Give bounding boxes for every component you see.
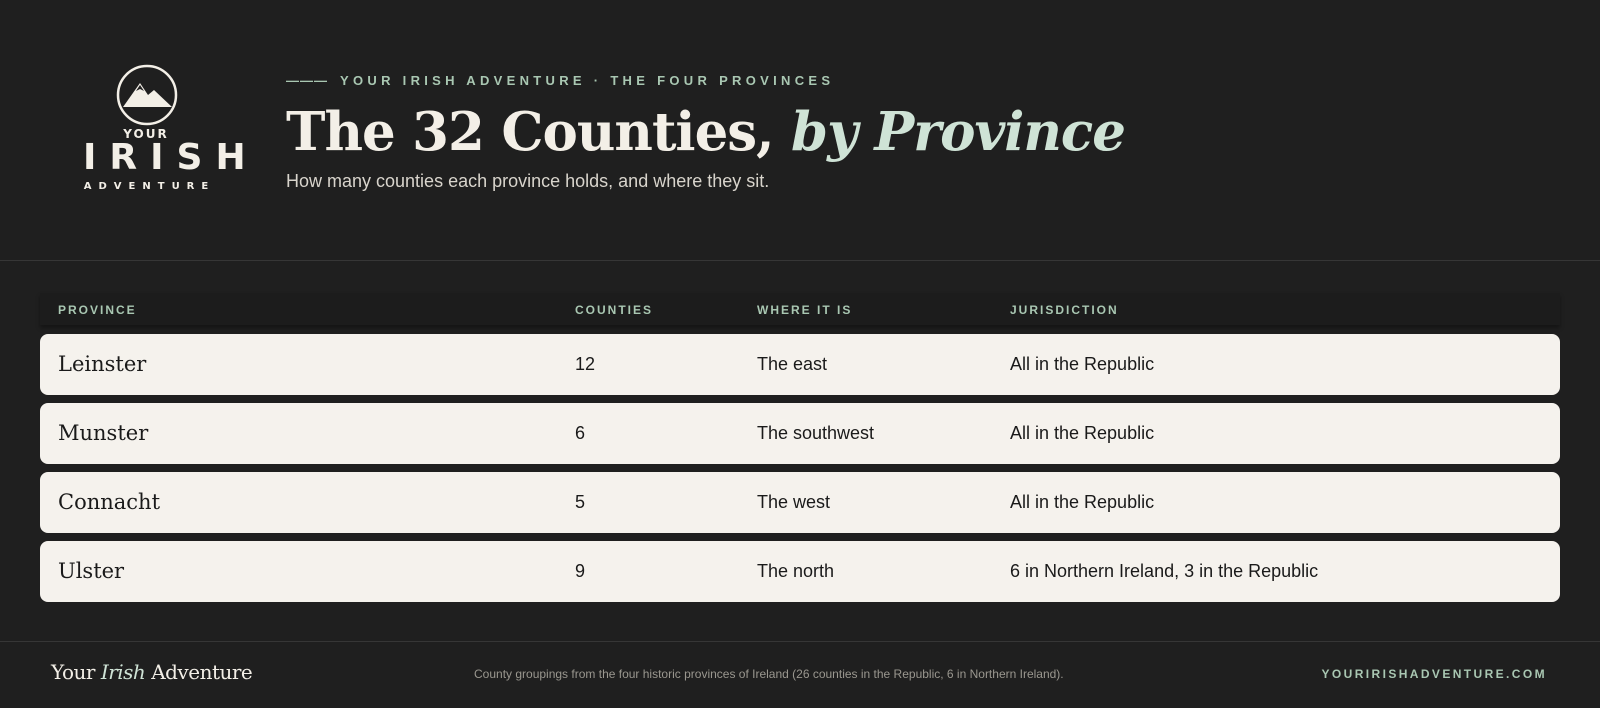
jurisdiction: All in the Republic [1010, 354, 1155, 374]
location: The east [757, 354, 828, 374]
eyebrow-dash: ——— [286, 73, 328, 88]
title-main: The 32 Counties, [286, 101, 774, 163]
logo-text-your: YOUR [123, 127, 169, 141]
jurisdiction: 6 in Northern Ireland, 3 in the Republic [1010, 561, 1319, 581]
location: The southwest [757, 423, 875, 443]
table-header [40, 293, 1560, 325]
location: The north [757, 561, 835, 581]
footer-note: County groupings from the four historic provinces of Ireland (26 counties in the Republic, 6 in Northern Ireland). [474, 667, 1064, 681]
title-accent: by Province [791, 101, 1125, 163]
footer-url-link[interactable]: YOURIRISHADVENTURE.COM [1321, 667, 1547, 681]
footer-brand[interactable] [51, 660, 252, 684]
table-row [40, 403, 1560, 464]
eyebrow-text: YOUR IRISH ADVENTURE · THE FOUR PROVINCES [340, 73, 835, 88]
page-title [286, 96, 1125, 168]
county-count: 9 [575, 561, 586, 581]
column-header-province: PROVINCE [58, 303, 137, 317]
province-name: Connacht [58, 490, 161, 514]
county-count: 12 [575, 354, 596, 374]
mountain-logo-icon [70, 64, 222, 126]
county-count: 5 [575, 492, 586, 512]
logo-text-irish: IRISH [83, 137, 259, 178]
location: The west [757, 492, 831, 512]
logo-text-adventure: ADVENTURE [83, 181, 216, 192]
page-header [0, 0, 1600, 261]
column-header-counties: COUNTIES [575, 303, 654, 317]
footer-brand-irish: Irish [100, 660, 146, 684]
county-count: 6 [575, 423, 586, 443]
jurisdiction: All in the Republic [1010, 492, 1155, 512]
brand-logo[interactable] [70, 64, 259, 196]
province-name: Ulster [58, 559, 125, 583]
footer-brand-adventure: Adventure [151, 660, 253, 684]
table-row [40, 541, 1560, 602]
province-name: Leinster [58, 352, 147, 376]
column-header-where: WHERE IT IS [757, 303, 853, 317]
page-footer [0, 641, 1600, 708]
page-subtitle: How many counties each province holds, and where they sit. [286, 171, 770, 191]
footer-brand-your: Your [51, 660, 95, 684]
province-name: Munster [58, 421, 149, 445]
column-header-jurisdiction: JURISDICTION [1010, 303, 1119, 317]
eyebrow [286, 73, 834, 88]
table-row [40, 472, 1560, 533]
jurisdiction: All in the Republic [1010, 423, 1155, 443]
table-row [40, 334, 1560, 395]
